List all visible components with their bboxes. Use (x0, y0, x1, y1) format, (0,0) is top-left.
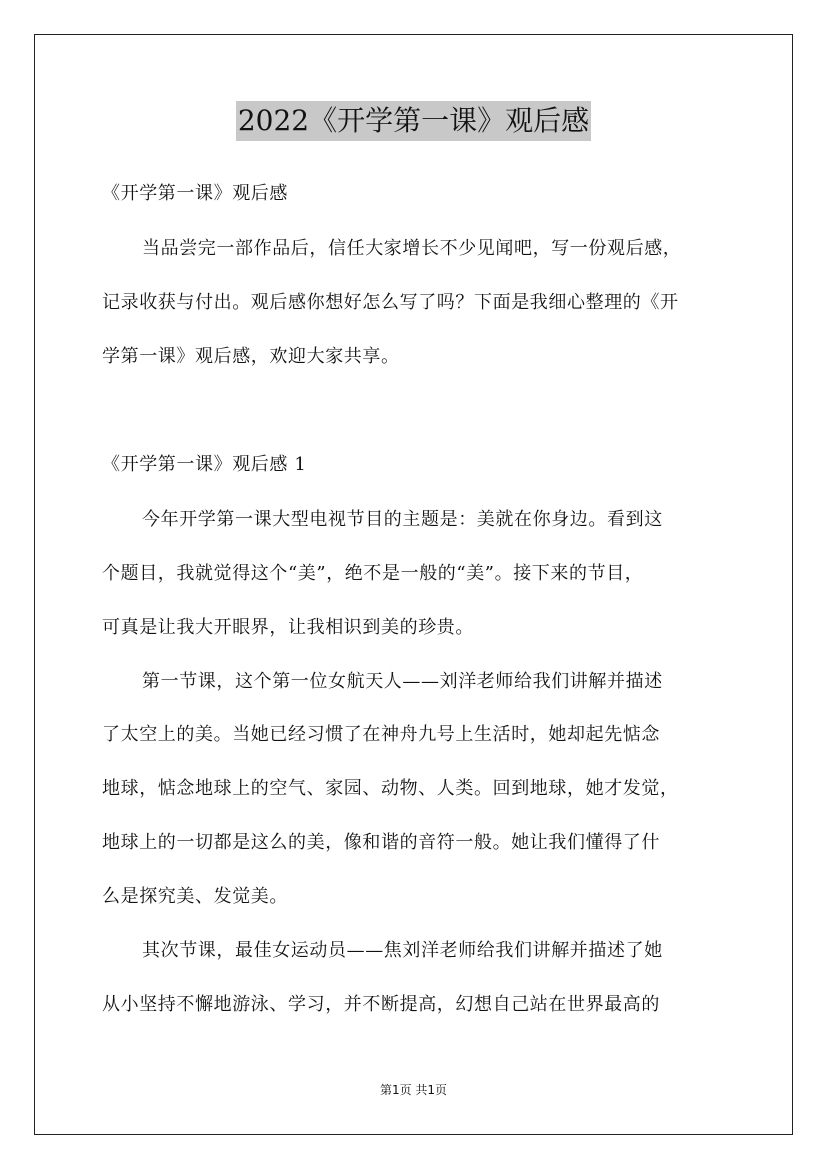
intro-line-1: 当品尝完一部作品后，信任大家增长不少见闻吧，写一份观后感， (142, 238, 682, 259)
paragraph2-line-4: 地球上的一切都是这么的美，像和谐的音符一般。她让我们懂得了什 (102, 832, 660, 853)
paragraph1-line-1: 今年开学第一课大型电视节目的主题是：美就在你身边。看到这 (142, 509, 663, 530)
section-heading: 《开学第一课》观后感 1 (102, 454, 307, 475)
paragraph2-line-3: 地球，惦念地球上的空气、家园、动物、人类。回到地球，她才发觉， (102, 778, 679, 799)
page-footer: 第1页 共1页 (379, 1083, 448, 1097)
paragraph1-line-3: 可真是让我大开眼界，让我相识到美的珍贵。 (102, 617, 474, 638)
paragraph1-line-2: 个题目，我就觉得这个“美”，绝不是一般的“美”。接下来的节目， (102, 563, 644, 584)
intro-line-3: 学第一课》观后感，欢迎大家共享。 (102, 346, 400, 367)
paragraph2-line-2: 了太空上的美。当她已经习惯了在神舟九号上生活时，她却起先惦念 (102, 724, 660, 745)
paragraph3-line-2: 从小坚持不懈地游泳、学习，并不断提高，幻想自己站在世界最高的 (102, 994, 660, 1015)
document-title: 2022《开学第一课》观后感 (236, 101, 591, 141)
paragraph2-line-5: 么是探究美、发觉美。 (102, 886, 288, 907)
title-container (0, 101, 827, 141)
paragraph3-line-1: 其次节课，最佳女运动员——焦刘洋老师给我们讲解并描述了她 (142, 940, 663, 961)
paragraph2-line-1: 第一节课，这个第一位女航天人——刘洋老师给我们讲解并描述 (142, 671, 663, 692)
intro-line-2: 记录收获与付出。观后感你想好怎么写了吗？下面是我细心整理的《开 (102, 292, 679, 313)
subtitle: 《开学第一课》观后感 (102, 183, 288, 204)
